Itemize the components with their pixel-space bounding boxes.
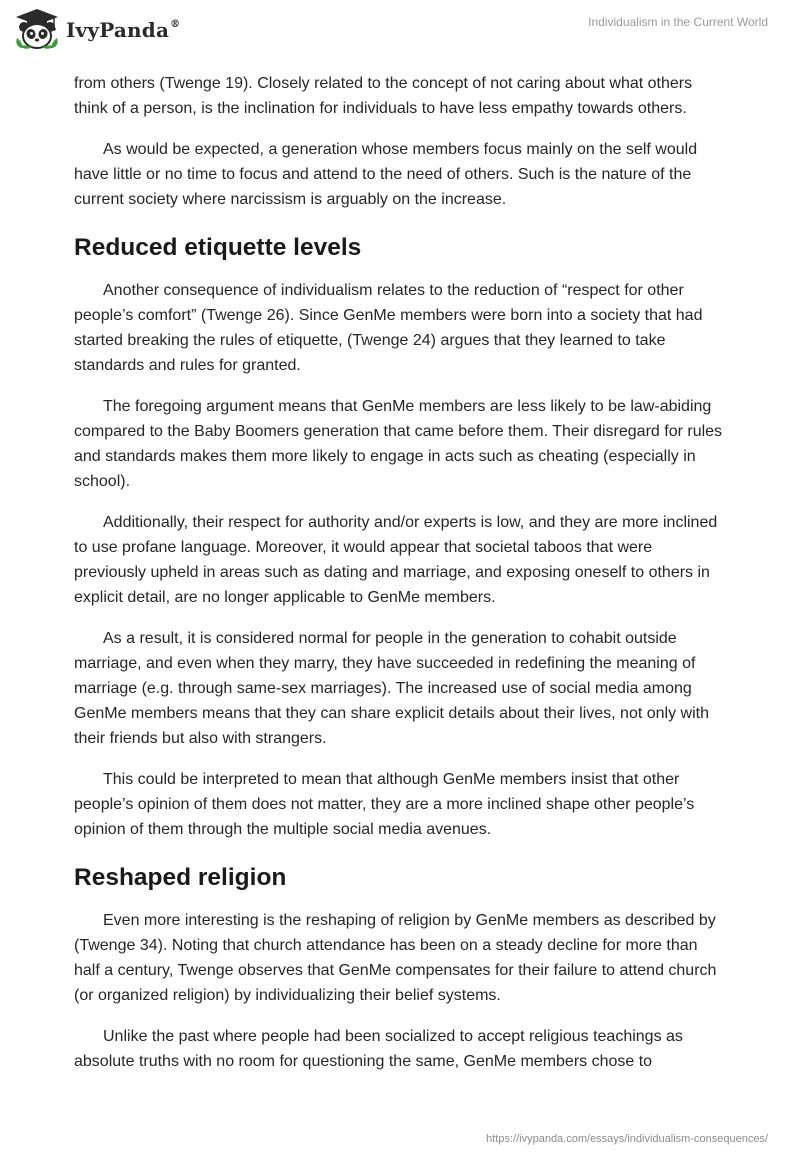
document-title: Individualism in the Current World <box>588 15 768 29</box>
paragraph-7: This could be interpreted to mean that although GenMe members insist that other people’s opinion of them does not matter, they are a more inclined shape other people’s opinion of them through the multiple social media avenues. <box>74 771 695 838</box>
paragraph-4: The foregoing argument means that GenMe members are less likely to be law-abiding compared to the Baby Boomers generation that came before them. Their disregard for rules and standards makes them more likely to engage in acts such as cheating (especially in school). <box>74 398 723 490</box>
paragraph-8: Even more interesting is the reshaping of religion by GenMe members as described by (Twenge 34). Noting that church attendance has been on a steady decline for more than half a century, Twenge observes that GenMe compensates for their failure to attend church (or organized religion) by individualizing their belief systems. <box>74 912 717 1004</box>
paragraph-6: As a result, it is considered normal for people in the generation to cohabit outside marriage, and even when they marry, they have succeeded in redefining the meaning of marriage (e.g. through same-sex marriages). The increased use of social media among GenMe members means that they can share explicit details about their lives, not only with their friends but also with strangers. <box>74 630 709 747</box>
section-heading-reshaped-religion: Reshaped religion <box>74 864 287 891</box>
page-header <box>0 0 800 60</box>
paragraph-9: Unlike the past where people had been socialized to accept religious teachings as absolute truths with no room for questioning the same, GenMe members chose to <box>74 1028 683 1070</box>
brand-name <box>66 18 180 42</box>
paragraph-2: As would be expected, a generation whose members focus mainly on the self would have little or no time to focus and attend to the need of others. Such is the nature of the current society where narcissism is arguably on the increase. <box>74 141 698 208</box>
article-body <box>74 71 726 1090</box>
registered-mark: ® <box>170 19 181 30</box>
ivypanda-logo[interactable] <box>14 8 180 50</box>
footer-url-link[interactable]: https://ivypanda.com/essays/individualism-consequences/ <box>486 1133 768 1145</box>
paragraph-3: Another consequence of individualism relates to the reduction of “respect for other people’s comfort” (Twenge 26). Since GenMe members were born into a society that had started breaking the rules of etiquette, (Twenge 24) argues that they learned to take standards and rules for granted. <box>74 282 703 374</box>
panda-graduate-logo-icon <box>14 8 60 50</box>
paragraph-5: Additionally, their respect for authority and/or experts is low, and they are more inclined to use profane language. Moreover, it would appear that societal taboos that were previously upheld in areas such as dating and marriage, and exposing oneself to others in explicit detail, are no longer applicable to GenMe members. <box>74 514 718 606</box>
brand-text: IvyPanda <box>66 18 170 42</box>
paragraph-1: from others (Twenge 19). Closely related to the concept of not caring about what others think of a person, is the inclination for individuals to have less empathy towards others. <box>74 75 693 117</box>
section-heading-reduced-etiquette: Reduced etiquette levels <box>74 234 362 261</box>
